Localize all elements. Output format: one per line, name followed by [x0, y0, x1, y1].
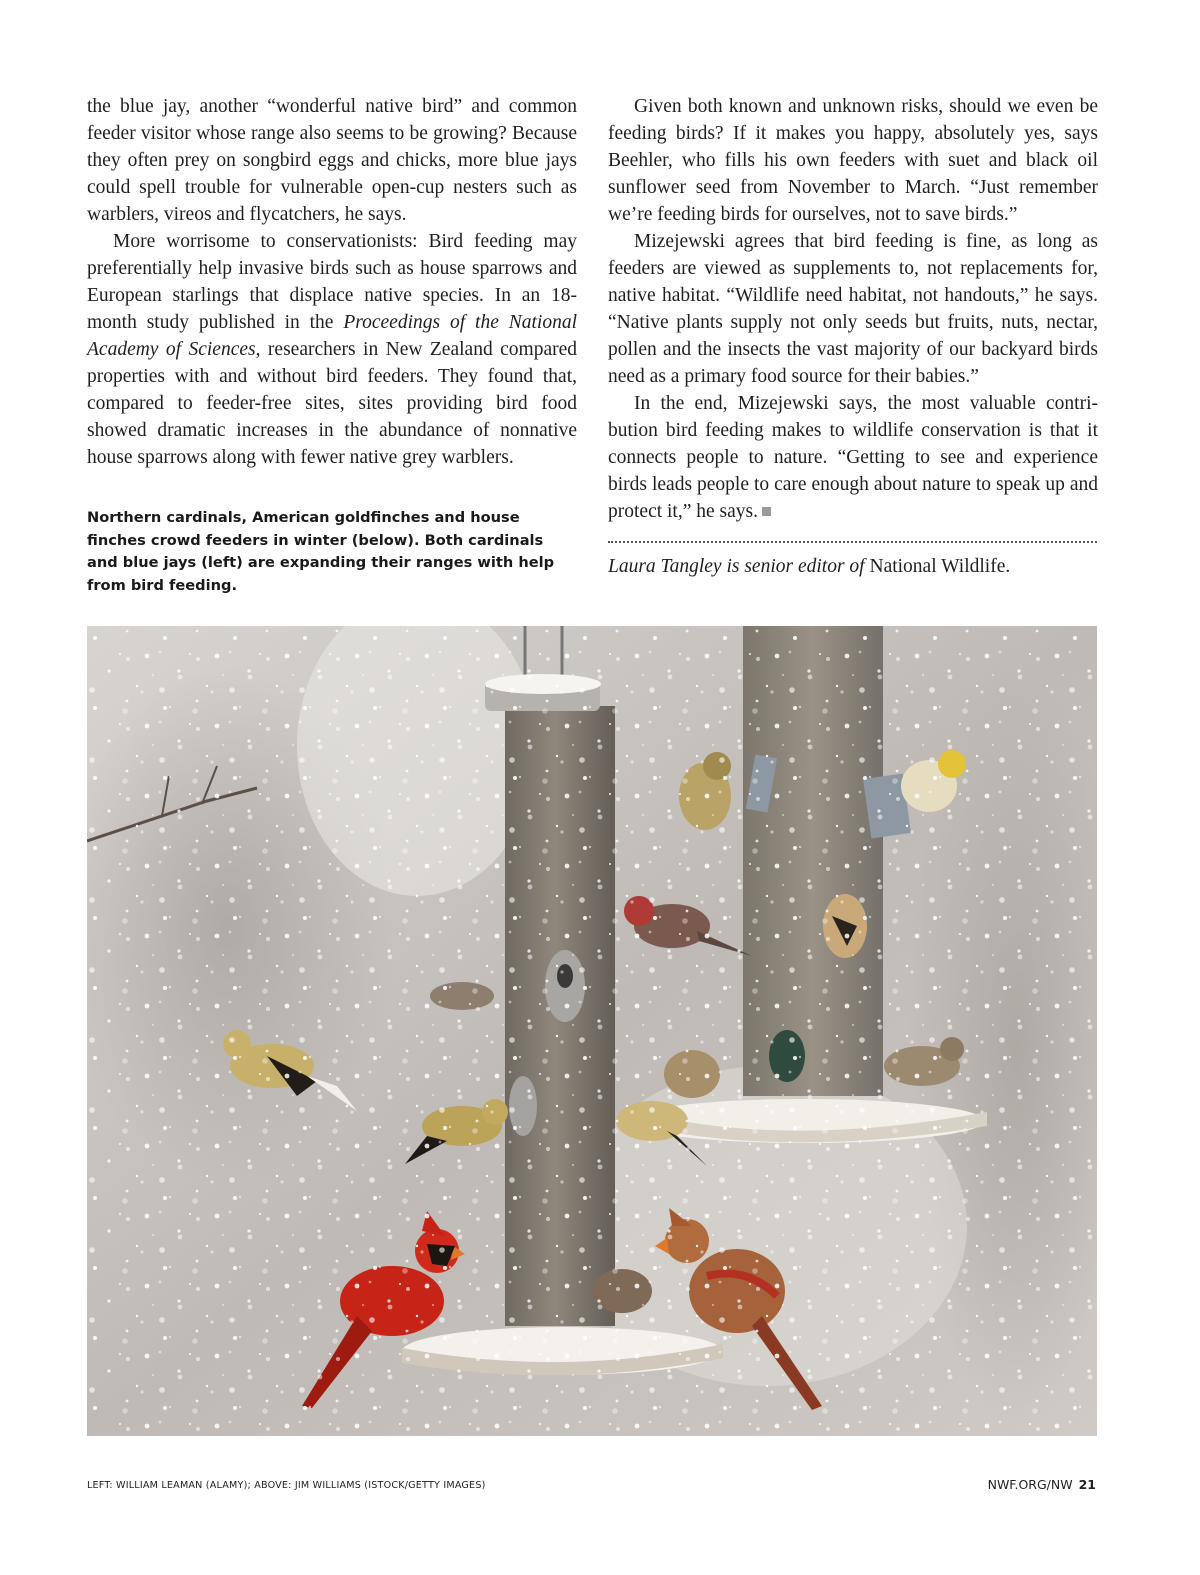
journal-title: Proceedings of the National Academy of Sciences — [87, 312, 577, 360]
author-bio: Laura Tangley is senior editor of National Wildlife. — [608, 556, 1011, 577]
bird-feeder-photo — [87, 626, 1097, 1436]
snowy-feeder-scene — [87, 626, 1097, 1436]
right-paragraph-2: Mizejewski agrees that bird feeding is fine, as long as feeders are viewed as supplements to, not replacements for, native habitat. “Wildlife need habitat, not handouts,” he says. “Native plants supply not only seeds but fruits, nuts, nectar, pollen and the insects the vast majority of our backyard birds need as a primary food source for their babies.” — [608, 231, 1098, 387]
right-paragraph-1: Given both known and unknown risks, should we even be feeding birds? If it makes you happy, absolutely yes, says Beehler, who fills his own feeders with suet and black oil sunflower seed from November to March. “Just remember we’re feeding birds for ourselves, not to save birds.” — [608, 96, 1098, 225]
left-paragraph-1: the blue jay, another “wonderful native bird” and common feeder visitor whose range also seems to be growing? Because they often prey on songbird eggs and chicks, more blue jays could spell trouble for vulnerable open-cup nesters such as warblers, vireos and flycatchers, he says. — [87, 96, 577, 225]
page-number: 21 — [1078, 1477, 1096, 1492]
website-url: NWF.ORG/NW — [987, 1477, 1073, 1492]
end-mark-icon — [762, 507, 771, 516]
left-paragraph-2: More worrisome to conservationists: Bird feeding may preferentially help invasive birds such as house sparrows and European starlings that displace native species. In an 18-month study published in the Proceedings of the National Academy of Sciences, researchers in New Zealand compared properties with and without bird feeders. They found that, compared to feeder-free sites, sites providing bird food showed dramatic increases in the abundance of nonnative house sparrows along with fewer native grey warblers. — [87, 231, 577, 468]
photo-credit: LEFT: WILLIAM LEAMAN (ALAMY); ABOVE: JIM WILLIAMS (ISTOCK/GETTY IMAGES) — [87, 1480, 486, 1491]
dotted-divider — [608, 541, 1097, 543]
page-folio — [988, 1477, 1096, 1492]
right-paragraph-3: In the end, Mizejewski says, the most valuable contribution bird feeding makes to wildlife conservation is that it connects people to nature. “Getting to see and experience birds leads people to care enough about nature to speak up and protect it,” he says. — [608, 393, 1098, 522]
photo-caption: Northern cardinals, American goldfinches and house finches crowd feeders in winter (below). Both cardinals and blue jays (left) are expanding their ranges with help from bird feeding. — [87, 509, 555, 594]
right-text-column — [608, 93, 1098, 525]
left-text-column — [87, 93, 577, 471]
